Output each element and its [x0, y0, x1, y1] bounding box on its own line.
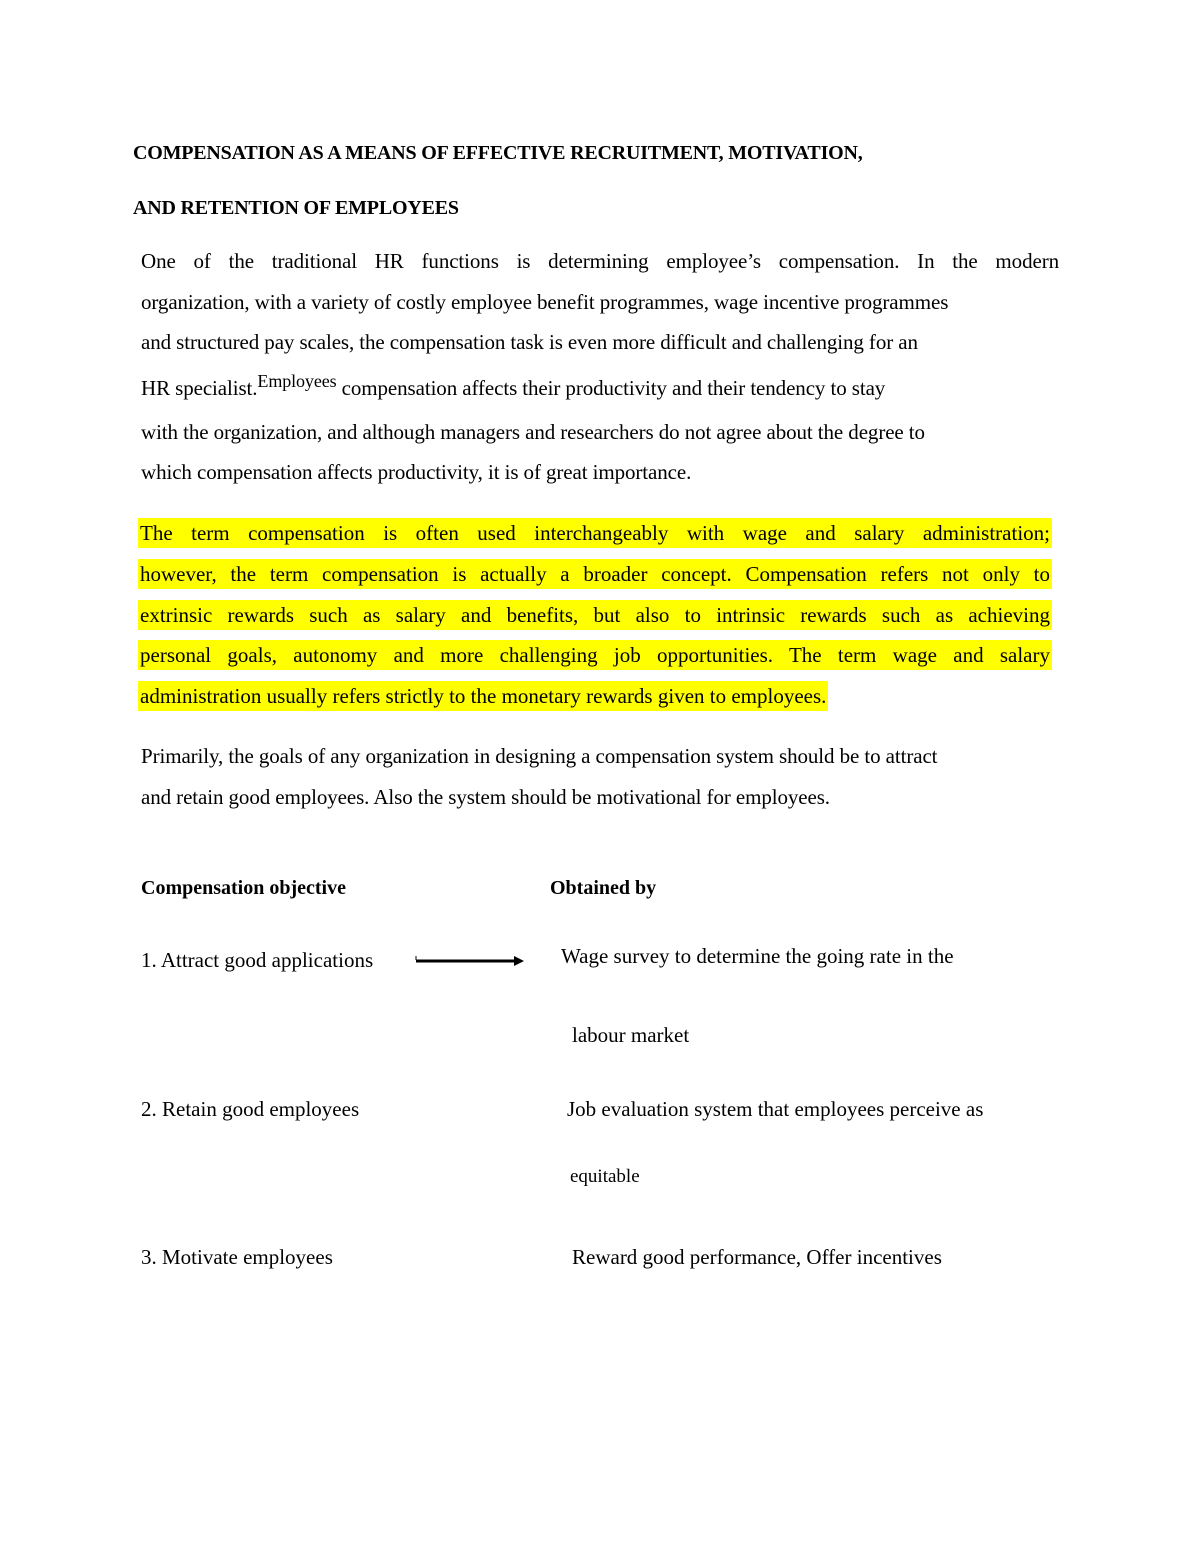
- paragraph-line: which compensation affects productivity, it is of great importance.: [141, 460, 692, 484]
- obtained-by-item-continuation: labour market: [572, 1023, 690, 1047]
- paragraph-line: One of the traditional HR functions is determining employee’s compensation. In the modern: [141, 249, 1059, 273]
- objective-column-header: Compensation objective: [141, 877, 346, 899]
- arrow-right-icon: [414, 955, 526, 967]
- objective-item: 2. Retain good employees: [141, 1097, 360, 1121]
- highlighted-line: however, the term compensation is actually a broader concept. Compensation refers not only to: [138, 559, 1052, 589]
- document-title-line-2: AND RETENTION OF EMPLOYEES: [133, 197, 459, 219]
- highlighted-line: The term compensation is often used interchangeably with wage and salary administration;: [138, 518, 1052, 548]
- paragraph-line: and retain good employees. Also the system should be motivational for employees.: [141, 785, 830, 809]
- paragraph-line: and structured pay scales, the compensation task is even more difficult and challenging for an: [141, 330, 918, 354]
- paragraph-line: organization, with a variety of costly employee benefit programmes, wage incentive programmes: [141, 290, 949, 314]
- paragraph-text: HR specialist.: [141, 376, 258, 400]
- paragraph-text: compensation affects their productivity and their tendency to stay: [341, 376, 886, 400]
- inserted-word: Employees: [257, 371, 337, 391]
- paragraph-line: Primarily, the goals of any organization in designing a compensation system should be to attract: [141, 744, 938, 768]
- obtained-by-item: Wage survey to determine the going rate in the: [561, 944, 954, 968]
- objective-item: 1. Attract good applications: [141, 948, 374, 972]
- document-title-line-1: COMPENSATION AS A MEANS OF EFFECTIVE RECRUITMENT, MOTIVATION,: [133, 142, 863, 164]
- highlighted-line: extrinsic rewards such as salary and benefits, but also to intrinsic rewards such as achieving: [138, 600, 1052, 630]
- highlighted-line: personal goals, autonomy and more challenging job opportunities. The term wage and salary: [138, 640, 1052, 670]
- highlighted-line: administration usually refers strictly to the monetary rewards given to employees.: [138, 681, 828, 711]
- paragraph-line: with the organization, and although managers and researchers do not agree about the degree to: [141, 420, 925, 444]
- paragraph-line-with-insertion: [141, 371, 886, 401]
- obtained-by-item-continuation: equitable: [570, 1166, 640, 1187]
- objective-item: 3. Motivate employees: [141, 1245, 333, 1269]
- obtained-by-item: Job evaluation system that employees perceive as: [567, 1097, 984, 1121]
- obtained-by-item: Reward good performance, Offer incentives: [572, 1245, 942, 1269]
- obtained-by-column-header: Obtained by: [550, 877, 657, 899]
